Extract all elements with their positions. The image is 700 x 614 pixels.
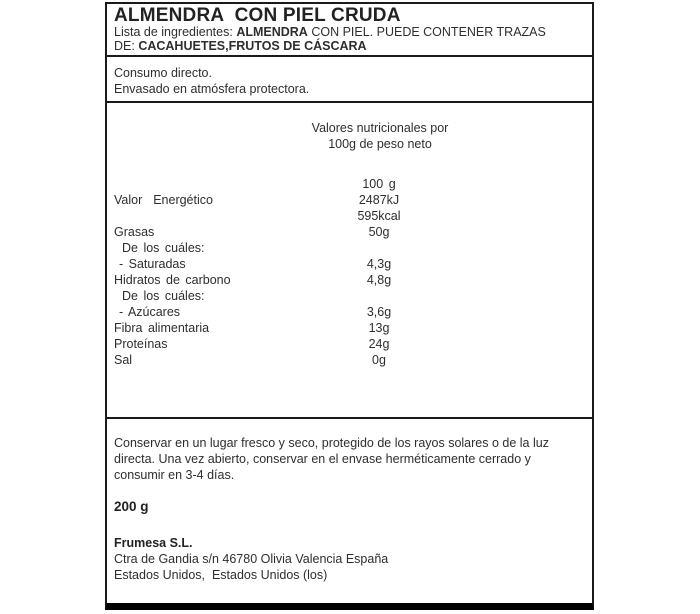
nutrient-name: Grasas bbox=[114, 225, 155, 239]
nutrient-value: 24g bbox=[368, 337, 390, 351]
allergens-bold: CACAHUETES,FRUTOS DE CÁSCARA bbox=[138, 39, 367, 53]
nutrition-heading-line-2: 100g de peso neto bbox=[328, 137, 432, 151]
manufacturer-block bbox=[114, 535, 585, 583]
nutrition-section bbox=[107, 103, 592, 419]
storage-line-2: directa. Una vez abierto, conservar en el envase herméticamente cerrado y bbox=[114, 452, 531, 466]
nutrient-value: 4,8g bbox=[366, 273, 392, 287]
nutrition-heading-line-1: Valores nutricionales por bbox=[311, 121, 449, 135]
nutrition-row-fat bbox=[114, 224, 585, 240]
nutrition-table bbox=[114, 176, 585, 368]
nutrition-row-column-header bbox=[114, 176, 585, 192]
footer-section bbox=[107, 419, 592, 603]
nutrition-heading bbox=[230, 120, 530, 152]
nutrition-row-fiber bbox=[114, 320, 585, 336]
manufacturer-country: Estados Unidos, Estados Unidos (los) bbox=[114, 568, 328, 582]
nutrient-name: Sal bbox=[114, 353, 133, 367]
nutrient-value: 2487kJ bbox=[358, 193, 400, 207]
storage-line-1: Conservar en un lugar fresco y seco, protegido de los rayos solares o de la luz bbox=[114, 436, 549, 450]
ingredients-text bbox=[114, 25, 585, 53]
nutrient-name: De los cuáles: bbox=[122, 289, 205, 303]
packaging-line: Envasado en atmósfera protectora. bbox=[114, 82, 310, 96]
ingredients-prefix: Lista de ingredientes: bbox=[114, 25, 237, 39]
nutrient-name: - Saturadas bbox=[119, 257, 186, 271]
nutrition-column-header: 100 g bbox=[362, 177, 396, 191]
nutrient-name: Hidratos de carbono bbox=[114, 273, 231, 287]
nutrition-row-protein bbox=[114, 336, 585, 352]
nutrient-value bbox=[319, 288, 439, 304]
traces-prefix: DE: bbox=[114, 39, 139, 53]
nutrient-value: 3,6g bbox=[366, 305, 392, 319]
nutrition-row-of-which-carbs bbox=[114, 288, 585, 304]
consumption-line: Consumo directo. bbox=[114, 66, 212, 80]
storage-instructions bbox=[114, 435, 585, 483]
manufacturer-name: Frumesa S.L. bbox=[114, 536, 193, 550]
nutrient-name: Fibra alimentaria bbox=[114, 321, 210, 335]
net-weight: 200 g bbox=[114, 499, 149, 514]
nutrition-row-salt bbox=[114, 352, 585, 368]
ingredient-bold-almendra: ALMENDRA bbox=[236, 25, 308, 39]
consumption-section bbox=[107, 57, 592, 103]
nutrient-value: 50g bbox=[368, 225, 390, 239]
nutrient-value: 4,3g bbox=[366, 257, 392, 271]
nutrient-name: De los cuáles: bbox=[122, 241, 205, 255]
nutrition-row-sugars bbox=[114, 304, 585, 320]
header-section bbox=[107, 4, 592, 57]
nutrient-name bbox=[114, 176, 319, 192]
nutrient-name bbox=[114, 208, 319, 224]
nutrient-value bbox=[319, 240, 439, 256]
nutrient-name: - Azúcares bbox=[119, 305, 181, 319]
nutrition-row-energy-kcal bbox=[114, 208, 585, 224]
ingredients-line-2 bbox=[114, 39, 585, 53]
nutrition-row-energy-kj bbox=[114, 192, 585, 208]
product-title: ALMENDRA CON PIEL CRUDA bbox=[114, 5, 401, 26]
storage-line-3: consumir en 3-4 días. bbox=[114, 468, 235, 482]
product-label bbox=[105, 2, 594, 610]
nutrient-value: 13g bbox=[368, 321, 390, 335]
nutrition-row-of-which-fat bbox=[114, 240, 585, 256]
nutrient-value: 0g bbox=[372, 353, 386, 367]
nutrient-value: 595kcal bbox=[357, 209, 401, 223]
nutrition-row-carbohydrates bbox=[114, 272, 585, 288]
ingredients-traces: CON PIEL. PUEDE CONTENER TRAZAS bbox=[307, 25, 546, 39]
nutrient-name: Proteínas bbox=[114, 337, 168, 351]
nutrition-row-saturated bbox=[114, 256, 585, 272]
nutrient-name: Valor Energético bbox=[114, 193, 213, 207]
manufacturer-address: Ctra de Gandia s/n 46780 Olivia Valencia España bbox=[114, 552, 389, 566]
ingredients-line-1 bbox=[114, 25, 585, 39]
